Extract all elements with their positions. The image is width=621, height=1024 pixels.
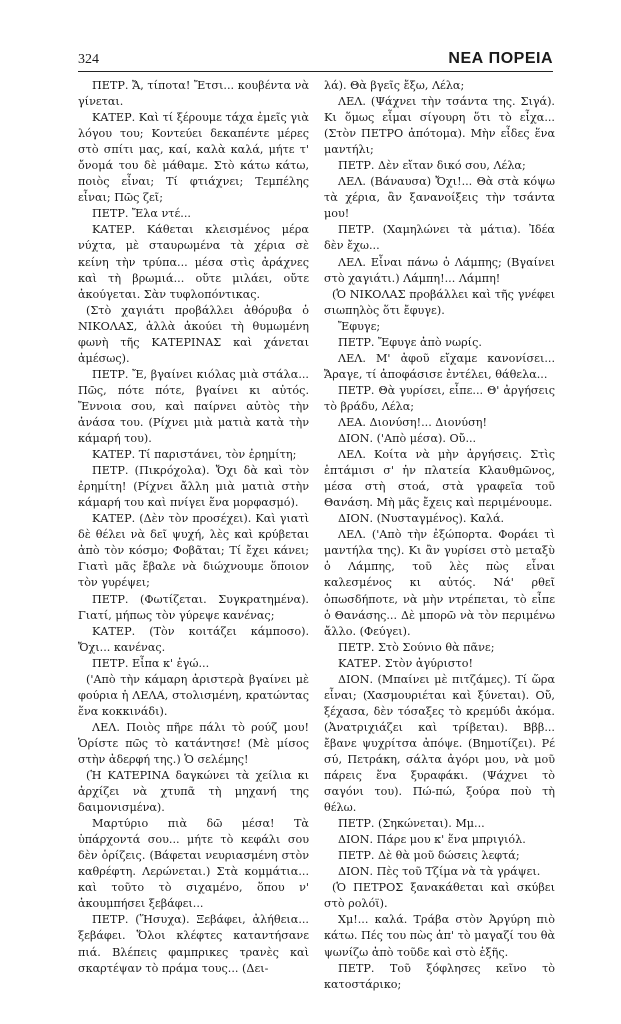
paragraph: ΛΕΛ. (Ψάχνει τὴν τσάντα της. Σιγά). Κι ὅμως εἶμαι σίγουρη ὅτι τὸ εἶχα... (Στὸν ΠΕΤΡΟ ἀπότομα). Μὴν εἶδες ἕνα μαντήλι;: [324, 95, 555, 157]
paragraph: ΠΕΤΡ. Δὲ θὰ μοῦ δώσεις λεφτά;: [338, 849, 520, 863]
paragraph: ΔΙΟΝ. (Μπαίνει μὲ πιτζάμες). Τί ὥρα εἶναι; (Χασμουριέται καὶ ξύνεται). Οὔ, ξέχασα, δὲν τόσαξες τὸ κρεμύδι ἀκόμα. (Ἀνατριχιάζει καὶ τρίβεται). Βββ... ἔβανε ψυχρίτσα ἀπόψε. (Βημοτίζει). Ρέ σύ, Πετράκη, σάλτα ἀγόρι μου, νὰ μοῦ πάρεις ἕνα ξυραφάκι. (Ψάχνει τὸ σαγόνι του). Πώ-πώ, ξούρα ποὺ τὴ θέλω.: [324, 672, 555, 815]
paragraph: Μαρτύριο πιὰ δῶ μέσα! Τὰ ὑπάρχοντά σου... μήτε τὸ κεφάλι σου δὲν ὁρίζεις. (Βάφεται νευριασμένη στὸν καθρέφτη. Λερώνεται.) Στὰ κομμάτια... καὶ τοῦτο τὸ σιχαμένο, ὅπου ν' ἀκουμπήσει ξεβάφει...: [78, 817, 309, 911]
paragraph: ΛΕΑ. Διονύση!... Διονύση!: [338, 415, 487, 429]
paragraph: Χμ!... καλά. Τράβα στὸν Ἀργύρη πιὸ κάτω. Πές του πὼς ἀπ' τὸ μαγαζί του θὰ ψωνίζω ἀπὸ τοῦδε καὶ στὸ ἑξῆς.: [324, 913, 555, 959]
right-column: [324, 78, 555, 993]
left-column: [78, 78, 309, 977]
paragraph: ΠΕΤΡ. Ἔ, βγαίνει κιόλας μιὰ στάλα... Πῶς, πότε πότε, βγαίνει κι αὐτός. Ἔννοια σου, καὶ παίρνει αὐτὸς τὴν ἀνάσα του. (Ρίχνει μιὰ ματιὰ κατὰ τὴν κάμαρή του).: [78, 367, 309, 446]
stage-direction: (Ὁ ΝΙΚΟΛΑΣ προβάλλει καὶ τῆς γνέφει σιωπηλὸς ὅτι ἔφυγε).: [324, 287, 555, 317]
paragraph: ΚΑΤΕΡ. Τί παριστάνει, τὸν ἐρημίτη;: [92, 448, 297, 462]
stage-direction: ('Απὸ τὴν κάμαρη ἀριστερὰ βγαίνει μὲ φούρια ἡ ΛΕΛΑ, στολισμένη, κρατώντας ἕνα κοκκινάδι).: [78, 672, 309, 718]
paragraph: ΠΕΤΡ. (Πικρόχολα). Ὄχι δὰ καὶ τὸν ἐρημίτη! (Ρίχνει ἄλλη μιὰ ματιὰ στὴν κάμαρή του καὶ πνίγει ἕνα μορφασμό).: [78, 464, 309, 510]
paragraph: ΚΑΤΕΡ. Στὸν ἀγύριστο!: [338, 656, 473, 670]
paragraph: ΛΕΛ. ('Απὸ τὴν ἐξώπορτα. Φοράει τὶ μαντήλα της). Κι ἂν γυρίσει στὸ μεταξὺ ὁ Λάμπης, τοῦ λὲς πὼς εἶναι καλεσμένος κι αὐτός. Νά' ρθεῖ ὁπωσδήποτε, νὰ μὴν ντρέπεται, τὸ εἶπε ὁ Θανάσης... Δὲ μπορῶ νὰ τὸν περιμένω ἄλλο. (Φεύγει).: [324, 528, 555, 638]
paragraph: ΠΕΤΡ. Ἄ, τίποτα! Ἔτσι... κουβέντα νὰ γίνεται.: [78, 79, 309, 109]
paragraph: ΛΕΛ. Κοίτα νὰ μὴν ἀργήσεις. Στὶς ἑπτάμισι σ' ἡν πλατεία Κλαυθμῶνος, μέσα στὴ στοά, στὰ γραφεῖα τοῦ Θανάση. Μὴ μᾶς ἔχεις καὶ περιμένουμε.: [324, 448, 555, 510]
paragraph: ΚΑΤΕΡ. (Δὲν τὸν προσέχει). Καὶ γιατὶ δὲ θέλει νὰ δεῖ ψυχή, λὲς καὶ κρύβεται ἀπὸ τὸν κόσμο; Φοβᾶται; Τί ἔχει κάνει; Γιατὶ μᾶς ἔβαλε νὰ διώχνουμε ὅποιον τὸν γυρέψει;: [78, 512, 309, 590]
paragraph: ΠΕΤΡ. Θὰ γυρίσει, εἶπε... Θ' ἀργήσεις τὸ βράδυ, Λέλα;: [324, 383, 555, 413]
paragraph: ΠΕΤΡ. (Χαμηλώνει τὰ μάτια). Ἰδέα δὲν ἔχω...: [324, 223, 555, 253]
paragraph: ΠΕΤΡ. Στὸ Σούνιο θὰ πᾶνε;: [338, 640, 495, 654]
stage-direction: (Στὸ χαγιάτι προβάλλει ἀθόρυβα ὁ ΝΙΚΟΛΑΣ, ἀλλὰ ἀκούει τὴ θυμωμένη φωνὴ τῆς ΚΑΤΕΡΙΝΑΣ καὶ χάνεται ἀμέσως).: [78, 303, 309, 365]
paragraph: ΠΕΤΡ. (Φωτίζεται. Συγκρατημένα). Γιατί, μήπως τὸν γύρεψε κανένας;: [78, 592, 309, 622]
page-number: 324: [78, 52, 99, 67]
paragraph: ΠΕΤΡ. Τοῦ ξόφλησες κεῖνο τὸ κατοστάρικο;: [324, 961, 555, 991]
paragraph: λά). Θὰ βγεῖς ἔξω, Λέλα;: [324, 79, 465, 92]
paragraph: ΚΑΤΕΡ. Καὶ τί ξέρουμε τάχα ἐμεῖς γιὰ λόγου του; Κοντεύει δεκαπέντε μέρες στὸ σπίτι μας, καί, καλὰ καλά, μήτε τ' ὄνομά του δὲ μάθαμε. Στὸ κάτω κάτω, ποιὸς εἶναι; Τί φτιάχνει; Τεμπέλης εἶναι; Πῶς ζεῖ;: [78, 111, 309, 205]
header-rule: [78, 71, 553, 72]
paragraph: ΔΙΟΝ. ('Απὸ μέσα). Οὔ...: [338, 432, 477, 446]
paragraph: ΠΕΤΡ. (Σηκώνεται). Μμ...: [338, 817, 485, 831]
paragraph: ΠΕΤΡ. Εἶπα κ' ἐγώ...: [92, 656, 210, 670]
paragraph: ΛΕΛ. Ποιὸς πῆρε πάλι τὸ ρούζ μου! Ὁρίστε πῶς τὸ κατάντησε! (Μὲ μίσος στὴν ἀδερφή της.) Ὁ σελέμης!: [78, 720, 309, 766]
paragraph: ΚΑΤΕΡ. (Τὸν κοιτάζει κάμποσο). Ὄχι... κανένας.: [78, 624, 309, 654]
paragraph: ΚΑΤΕΡ. Κάθεται κλεισμένος μέρα νύχτα, μὲ σταυρωμένα τὰ χέρια σὲ κείνη τὴν τρύπα... μέσα στὶς ἀράχνες καὶ τὴ βρωμιά... οὔτε μιλάει, οὔτε ἀκούγεται. Σὰν τυφλοπόντικας.: [78, 223, 309, 301]
paragraph: ΛΕΛ. (Βάναυσα) Ὄχι!... Θὰ στὰ κόψω τὰ χέρια, ἂν ξανανοίξεις τὴν τσάντα μου!: [324, 175, 555, 221]
paragraph: ΠΕΤΡ. Ἔφυγε ἀπὸ νωρίς.: [338, 335, 482, 349]
paragraph: ΠΕΤΡ. Δὲν εἴταν δικό σου, Λέλα;: [338, 159, 526, 173]
paragraph: ΛΕΛ. Εἶναι πάνω ὁ Λάμπης; (Βγαίνει στὸ χαγιάτι.) Λάμπη!... Λάμπη!: [324, 255, 555, 285]
paragraph: ΛΕΛ. Μ' ἀφοῦ εἴχαμε κανονίσει... Ἄραγε, τί ἀποφάσισε ἐντέλει, θάθελα...: [324, 351, 555, 381]
paragraph: ΔΙΟΝ. Πὲς τοῦ Τζίμα νὰ τὰ γράψει.: [338, 865, 541, 879]
paragraph: ΔΙΟΝ. (Νυσταγμένος). Καλά.: [338, 512, 505, 526]
paragraph: ΔΙΟΝ. Πάρε μου κ' ἕνα μπριγιόλ.: [338, 833, 526, 847]
page-header: [78, 50, 553, 70]
paragraph: Ἔφυγε;: [338, 319, 381, 333]
stage-direction: (Ὁ ΠΕΤΡΟΣ ξανακάθεται καὶ σκύβει στὸ ρολόϊ).: [324, 881, 555, 911]
paragraph: ΠΕΤΡ. Ἔλα ντέ...: [92, 207, 191, 221]
stage-direction: (Ἡ ΚΑΤΕΡΙΝΑ δαγκώνει τὰ χείλια κι ἀρχίζει νὰ χτυπᾶ τὴ μηχανή της δαιμονισμένα).: [78, 769, 309, 815]
running-title: ΝΕΑ ΠΟΡΕΙΑ: [448, 50, 553, 67]
paragraph: ΠΕΤΡ. (Ἥσυχα). Ξεβάφει, ἀλήθεια... ξεβάφει. Ὅλοι κλέφτες καταντήσανε πιά. Βλέπεις φαμπρικες τρανὲς καὶ σκαρτέψαν τὸ πράμα τους... (Δει-: [78, 913, 309, 975]
